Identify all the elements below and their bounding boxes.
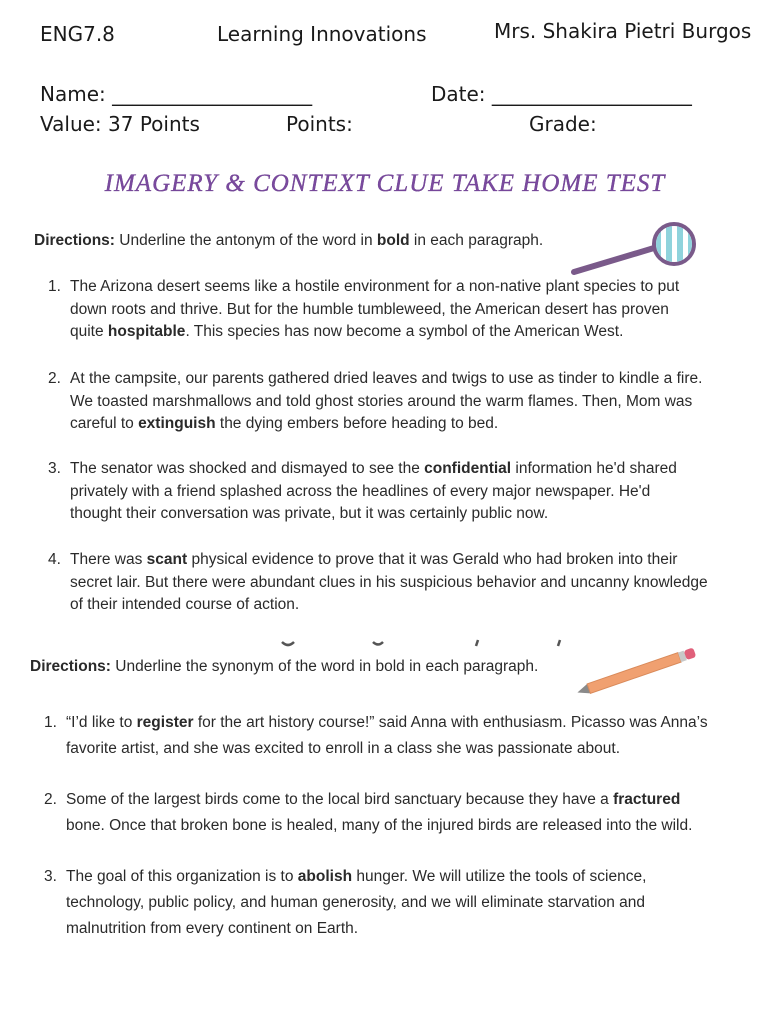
- bold-word: scant: [146, 551, 188, 568]
- bold-word: extinguish: [138, 415, 216, 432]
- bold-word: abolish: [297, 868, 353, 885]
- bold-word: fractured: [613, 791, 681, 808]
- name-field-label: Name: ____________________: [40, 82, 313, 106]
- points-label: Points:: [286, 112, 353, 136]
- magnifying-glass-icon: [568, 222, 703, 277]
- subject-name: Learning Innovations: [217, 22, 427, 46]
- test-title: IMAGERY & CONTEXT CLUE TAKE HOME TEST: [104, 170, 666, 197]
- course-code: ENG7.8: [40, 22, 115, 46]
- bold-word: confidential: [424, 460, 512, 477]
- date-field-label: Date: ____________________: [431, 82, 692, 106]
- bold-word: register: [136, 714, 194, 731]
- cropped-heading-fragment: [280, 638, 580, 650]
- grade-label: Grade:: [529, 112, 597, 136]
- teacher-name: Mrs. Shakira Pietri Burgos: [494, 19, 752, 43]
- directions-label: Directions:: [30, 658, 111, 675]
- directions-label: Directions:: [34, 232, 115, 249]
- section1-directions: Directions: Underline the antonym of the word in bold in each paragraph.: [34, 232, 544, 249]
- pencil-icon: [570, 646, 705, 698]
- value-label: Value: 37 Points: [40, 112, 200, 136]
- bold-word: hospitable: [107, 323, 186, 340]
- section2-directions: Directions: Underline the synonym of the word in bold in each paragraph.: [30, 658, 539, 675]
